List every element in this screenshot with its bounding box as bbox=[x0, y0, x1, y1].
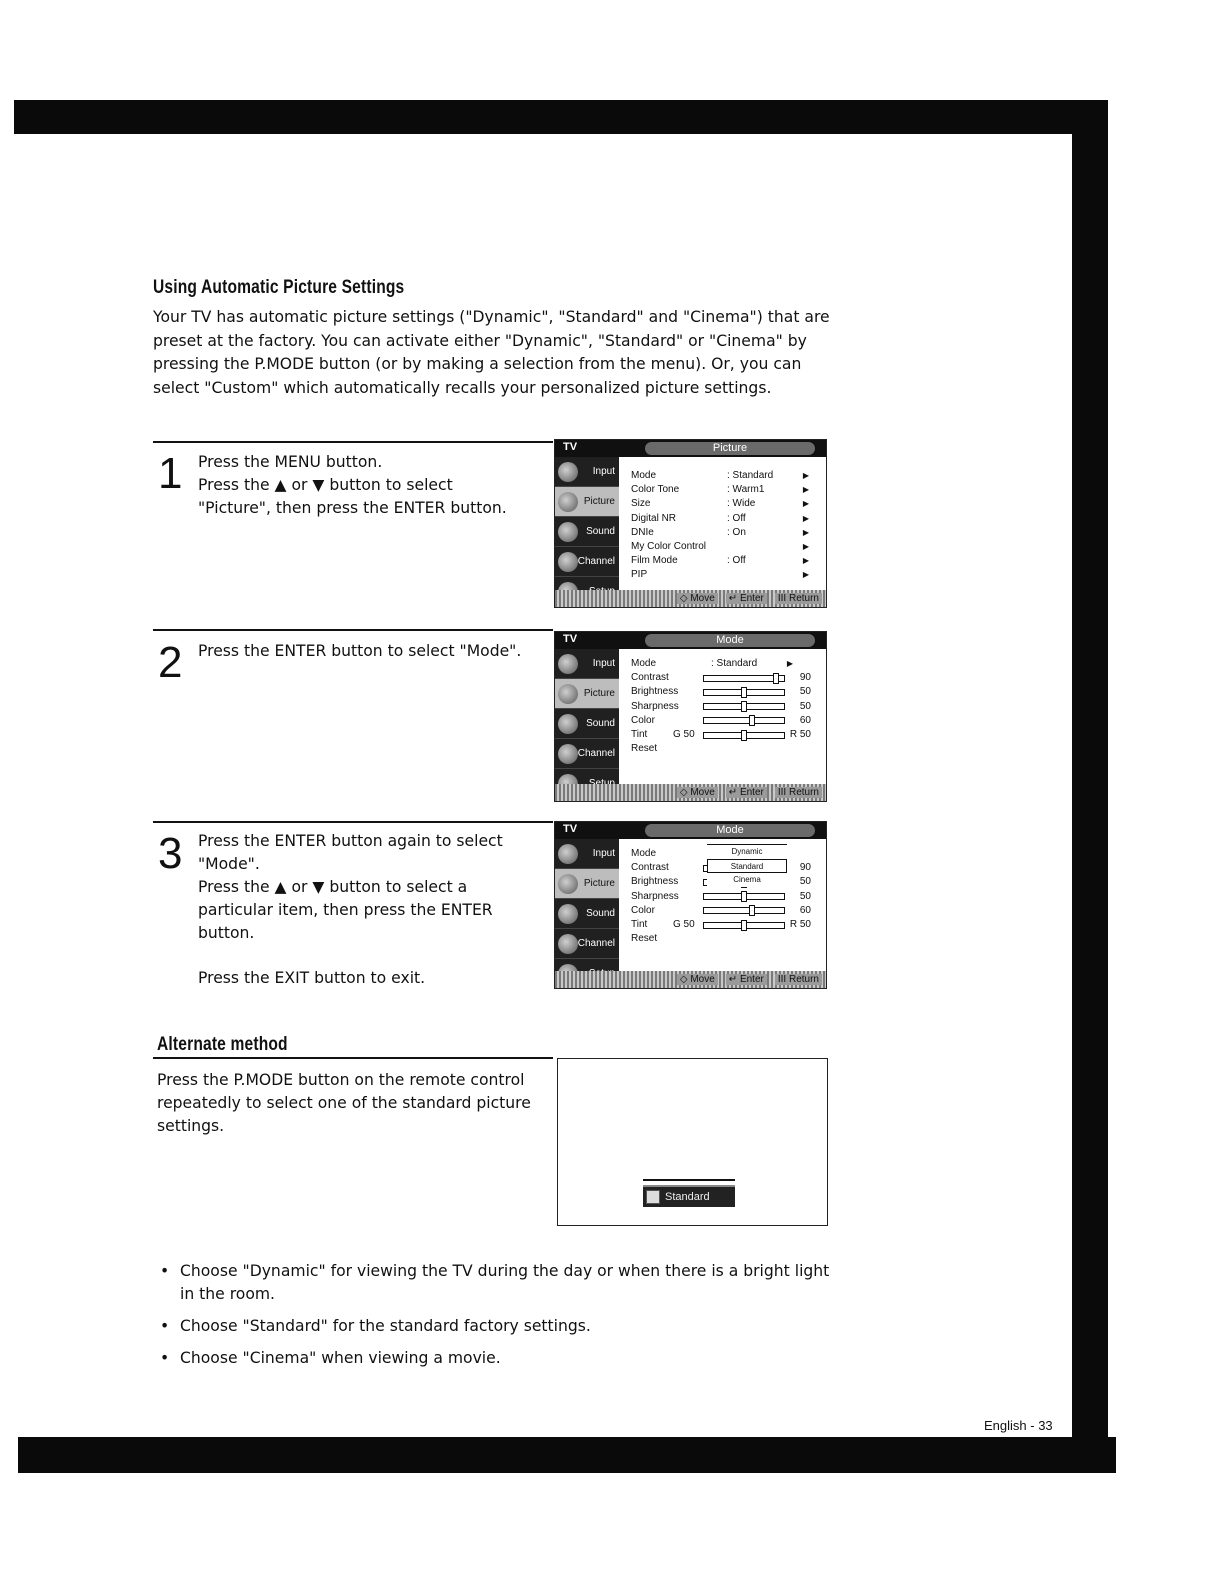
list-item: • Choose "Dynamic" for viewing the TV during the day or when there is a bright light in the room. bbox=[160, 1260, 840, 1306]
input-icon bbox=[558, 654, 578, 674]
osd-picture-menu bbox=[554, 439, 827, 608]
slider-value: 60 bbox=[799, 904, 811, 916]
sidebar-label: Channel bbox=[577, 938, 615, 949]
slider-thumb[interactable] bbox=[741, 687, 747, 698]
row-label: Film Mode bbox=[631, 555, 678, 567]
arrow-right-icon: ▶ bbox=[802, 499, 809, 509]
slider-value: 50 bbox=[799, 686, 811, 698]
osd-picture-list bbox=[631, 469, 822, 583]
return-hint: III Return bbox=[775, 787, 822, 798]
menu-row-dnie[interactable] bbox=[631, 526, 822, 540]
pmode-badge-label: Standard bbox=[665, 1191, 710, 1203]
menu-row-reset[interactable] bbox=[631, 932, 822, 946]
step-line: Press the ENTER button to select "Mode". bbox=[198, 642, 522, 660]
sidebar-item-input[interactable] bbox=[555, 649, 619, 679]
sound-icon bbox=[558, 522, 578, 542]
tint-red-value: R 50 bbox=[789, 728, 811, 740]
slider-value: 50 bbox=[799, 700, 811, 712]
slider-thumb[interactable] bbox=[741, 920, 747, 931]
row-value: : Off bbox=[727, 555, 746, 567]
slider-value: 60 bbox=[799, 714, 811, 726]
row-label: Digital NR bbox=[631, 512, 677, 524]
sidebar-item-input[interactable] bbox=[555, 839, 619, 869]
row-label: Color bbox=[631, 904, 655, 916]
tint-green-value: G 50 bbox=[673, 918, 695, 930]
picture-icon bbox=[558, 684, 578, 704]
step-line: button. bbox=[198, 924, 255, 942]
sidebar-label: Input bbox=[592, 848, 615, 859]
slider-row-color[interactable] bbox=[631, 904, 822, 918]
step-3-text bbox=[198, 830, 548, 990]
step-line: particular item, then press the ENTER bbox=[198, 901, 493, 919]
row-label: Size bbox=[631, 498, 651, 510]
sidebar-label: Sound bbox=[586, 526, 615, 537]
mode-dropdown[interactable] bbox=[707, 844, 787, 887]
arrow-right-icon: ▶ bbox=[802, 471, 809, 480]
step-line: Press the MENU button. bbox=[198, 453, 383, 471]
osd-mode-menu bbox=[554, 631, 827, 802]
slider-thumb[interactable] bbox=[749, 715, 755, 726]
row-label: Sharpness bbox=[631, 700, 679, 712]
alternate-rule bbox=[153, 1057, 553, 1059]
sharpness-slider[interactable] bbox=[703, 703, 785, 710]
slider-row-sharpness[interactable] bbox=[631, 890, 822, 904]
arrow-right-icon: ▶ bbox=[802, 527, 809, 537]
row-label: Contrast bbox=[631, 862, 669, 874]
arrow-right-icon: ▶ bbox=[802, 570, 809, 580]
sharpness-slider[interactable] bbox=[703, 893, 785, 900]
menu-row-mode[interactable] bbox=[631, 469, 822, 483]
dropdown-option-cinema[interactable]: Cinema bbox=[733, 875, 761, 884]
return-hint: III Return bbox=[775, 974, 822, 985]
move-hint: ◇ Move bbox=[677, 593, 718, 604]
row-value: : Wide bbox=[727, 498, 756, 510]
sidebar-label: Channel bbox=[577, 748, 615, 759]
step-line: Press the ▲ or ▼ button to select bbox=[198, 476, 453, 494]
picture-mode-icon bbox=[646, 1190, 660, 1204]
slider-row-brightness[interactable] bbox=[631, 685, 822, 699]
tips-list bbox=[160, 1260, 840, 1379]
channel-icon bbox=[558, 934, 578, 954]
row-label: Tint bbox=[631, 918, 648, 930]
osd-help-bar bbox=[555, 590, 826, 607]
sidebar-label: Picture bbox=[583, 496, 615, 507]
right-black-bar bbox=[1072, 100, 1108, 1445]
row-value: : Off bbox=[727, 512, 746, 524]
picture-icon bbox=[558, 492, 578, 512]
step-1-rule bbox=[153, 441, 553, 443]
step-line: Press the ENTER button again to select bbox=[198, 832, 503, 850]
row-label: Reset bbox=[631, 743, 658, 755]
menu-row-mode[interactable] bbox=[631, 657, 822, 671]
slider-value: 50 bbox=[799, 890, 811, 902]
osd-sidebar bbox=[555, 649, 619, 784]
badge-rule bbox=[643, 1179, 735, 1181]
row-label: PIP bbox=[631, 569, 648, 581]
sidebar-item-sound[interactable] bbox=[555, 709, 619, 739]
move-hint: ◇ Move bbox=[677, 787, 718, 798]
osd-title-bar bbox=[555, 822, 826, 839]
row-label: Tint bbox=[631, 728, 648, 740]
row-label: Mode bbox=[631, 848, 657, 859]
osd-menu-title: Picture bbox=[645, 442, 815, 455]
sidebar-label: Picture bbox=[583, 688, 615, 699]
alternate-line: settings. bbox=[157, 1117, 225, 1135]
osd-tv-label: TV bbox=[563, 441, 578, 453]
sidebar-label: Sound bbox=[586, 718, 615, 729]
row-value: : Standard bbox=[711, 658, 758, 669]
page-number: English - 33 bbox=[984, 1418, 1053, 1433]
arrow-right-icon: ▶ bbox=[802, 485, 809, 495]
slider-thumb[interactable] bbox=[741, 891, 747, 902]
tint-slider[interactable] bbox=[703, 732, 785, 739]
row-label: Brightness bbox=[631, 876, 679, 888]
row-label: Brightness bbox=[631, 686, 679, 698]
alternate-text bbox=[157, 1069, 552, 1138]
osd-menu-title: Mode bbox=[645, 634, 815, 647]
section-title: Using Automatic Picture Settings bbox=[153, 277, 405, 298]
slider-value: 50 bbox=[799, 876, 811, 888]
sidebar-item-picture[interactable] bbox=[555, 679, 619, 709]
menu-row-color-tone[interactable] bbox=[631, 483, 822, 497]
row-label: Mode bbox=[631, 658, 657, 669]
osd-title-bar bbox=[555, 632, 826, 649]
tint-green-value: G 50 bbox=[673, 728, 695, 740]
row-label: Color bbox=[631, 714, 655, 726]
step-line: "Picture", then press the ENTER button. bbox=[198, 499, 507, 517]
sidebar-item-channel[interactable] bbox=[555, 547, 619, 577]
arrow-right-icon: ▶ bbox=[786, 659, 793, 668]
sidebar-label: Sound bbox=[586, 908, 615, 919]
step-3-number: 3 bbox=[158, 829, 183, 878]
dropdown-option-standard[interactable]: Standard bbox=[707, 859, 787, 873]
picture-icon bbox=[558, 874, 578, 894]
row-label: Sharpness bbox=[631, 890, 679, 902]
arrow-right-icon: ▶ bbox=[802, 513, 809, 523]
row-label: Color Tone bbox=[631, 484, 680, 496]
step-line: Press the ▲ or ▼ button to select a bbox=[198, 878, 468, 896]
alternate-title: Alternate method bbox=[157, 1034, 288, 1055]
slider-row-color[interactable] bbox=[631, 714, 822, 728]
dropdown-option-dynamic[interactable]: Dynamic bbox=[731, 847, 763, 856]
slider-row-contrast[interactable] bbox=[631, 671, 822, 685]
row-value: : On bbox=[727, 526, 746, 538]
color-slider[interactable] bbox=[703, 717, 785, 724]
row-value: : Standard bbox=[727, 470, 774, 481]
menu-row-pip[interactable] bbox=[631, 568, 822, 582]
pmode-badge bbox=[643, 1185, 735, 1207]
step-2-text bbox=[198, 640, 548, 663]
step-line: "Mode". bbox=[198, 855, 260, 873]
menu-row-reset[interactable] bbox=[631, 742, 822, 756]
arrow-right-icon: ▶ bbox=[802, 556, 809, 566]
osd-sidebar bbox=[555, 457, 619, 590]
pmode-screen bbox=[557, 1058, 828, 1226]
osd-menu-title: Mode bbox=[645, 824, 815, 837]
osd-tv-label: TV bbox=[563, 633, 578, 645]
osd-title-bar bbox=[555, 440, 826, 457]
row-label: Contrast bbox=[631, 672, 669, 684]
step-2-rule bbox=[153, 629, 553, 631]
input-icon bbox=[558, 844, 578, 864]
sidebar-label: Channel bbox=[577, 556, 615, 567]
sidebar-item-sound[interactable] bbox=[555, 899, 619, 929]
slider-row-tint[interactable] bbox=[631, 728, 822, 742]
step-1-text bbox=[198, 451, 548, 520]
step-1-number: 1 bbox=[158, 449, 183, 498]
osd-sidebar bbox=[555, 839, 619, 971]
enter-hint: ↵ Enter bbox=[726, 974, 767, 985]
sound-icon bbox=[558, 714, 578, 734]
list-item: • Choose "Cinema" when viewing a movie. bbox=[160, 1347, 840, 1370]
row-label: Mode bbox=[631, 470, 657, 481]
osd-tv-label: TV bbox=[563, 823, 578, 835]
sidebar-label: Input bbox=[592, 658, 615, 669]
enter-hint: ↵ Enter bbox=[726, 787, 767, 798]
return-hint: III Return bbox=[775, 593, 822, 604]
alternate-line: repeatedly to select one of the standard picture bbox=[157, 1094, 531, 1112]
tint-slider[interactable] bbox=[703, 922, 785, 929]
brightness-slider[interactable] bbox=[703, 689, 785, 696]
osd-mode-list bbox=[631, 657, 822, 756]
osd-help-bar bbox=[555, 971, 826, 988]
sidebar-item-sound[interactable] bbox=[555, 517, 619, 547]
sidebar-label: Picture bbox=[583, 878, 615, 889]
color-slider[interactable] bbox=[703, 907, 785, 914]
slider-thumb[interactable] bbox=[749, 905, 755, 916]
menu-row-my-color-control[interactable] bbox=[631, 540, 822, 554]
intro-paragraph: Your TV has automatic picture settings ("Dynamic", "Standard" and "Cinema") that are preset at the factory. You can activate either "Dynamic", "Standard" or "Cinema" by pressing the P.MODE button (or by making a selection from the menu). Or, you can select "Custom" which automatically recalls your personalized picture settings. bbox=[153, 308, 830, 397]
slider-value: 90 bbox=[799, 672, 811, 684]
sidebar-item-channel[interactable] bbox=[555, 739, 619, 769]
menu-row-size[interactable] bbox=[631, 497, 822, 511]
bottom-black-bar bbox=[18, 1437, 1116, 1473]
slider-row-sharpness[interactable] bbox=[631, 700, 822, 714]
sidebar-item-picture[interactable] bbox=[555, 487, 619, 517]
channel-icon bbox=[558, 744, 578, 764]
list-item: • Choose "Standard" for the standard factory settings. bbox=[160, 1315, 840, 1338]
row-label: Reset bbox=[631, 933, 658, 945]
menu-row-digital-nr[interactable] bbox=[631, 512, 822, 526]
tint-red-value: R 50 bbox=[789, 918, 811, 930]
sidebar-label: Input bbox=[592, 466, 615, 477]
arrow-right-icon: ▶ bbox=[802, 541, 809, 551]
sound-icon bbox=[558, 904, 578, 924]
row-value: : Warm1 bbox=[727, 484, 765, 496]
sidebar-item-channel[interactable] bbox=[555, 929, 619, 959]
enter-hint: ↵ Enter bbox=[726, 593, 767, 604]
row-label: My Color Control bbox=[631, 540, 707, 552]
step-2-number: 2 bbox=[158, 638, 183, 687]
row-label: DNIe bbox=[631, 526, 654, 538]
move-hint: ◇ Move bbox=[677, 974, 718, 985]
slider-thumb[interactable] bbox=[773, 673, 779, 684]
osd-help-bar bbox=[555, 784, 826, 801]
alternate-line: Press the P.MODE button on the remote control bbox=[157, 1071, 525, 1089]
slider-thumb[interactable] bbox=[741, 701, 747, 712]
osd-mode-dropdown-menu bbox=[554, 821, 827, 989]
top-black-bar bbox=[14, 100, 1108, 134]
slider-value: 90 bbox=[799, 862, 811, 874]
sidebar-item-picture[interactable] bbox=[555, 869, 619, 899]
sidebar-item-input[interactable] bbox=[555, 457, 619, 487]
slider-thumb[interactable] bbox=[741, 730, 747, 741]
menu-row-film-mode[interactable] bbox=[631, 554, 822, 568]
channel-icon bbox=[558, 552, 578, 572]
step-3-rule bbox=[153, 821, 553, 823]
input-icon bbox=[558, 462, 578, 482]
slider-row-tint[interactable] bbox=[631, 918, 822, 932]
step-line: Press the EXIT button to exit. bbox=[198, 969, 426, 987]
contrast-slider[interactable] bbox=[703, 675, 785, 682]
